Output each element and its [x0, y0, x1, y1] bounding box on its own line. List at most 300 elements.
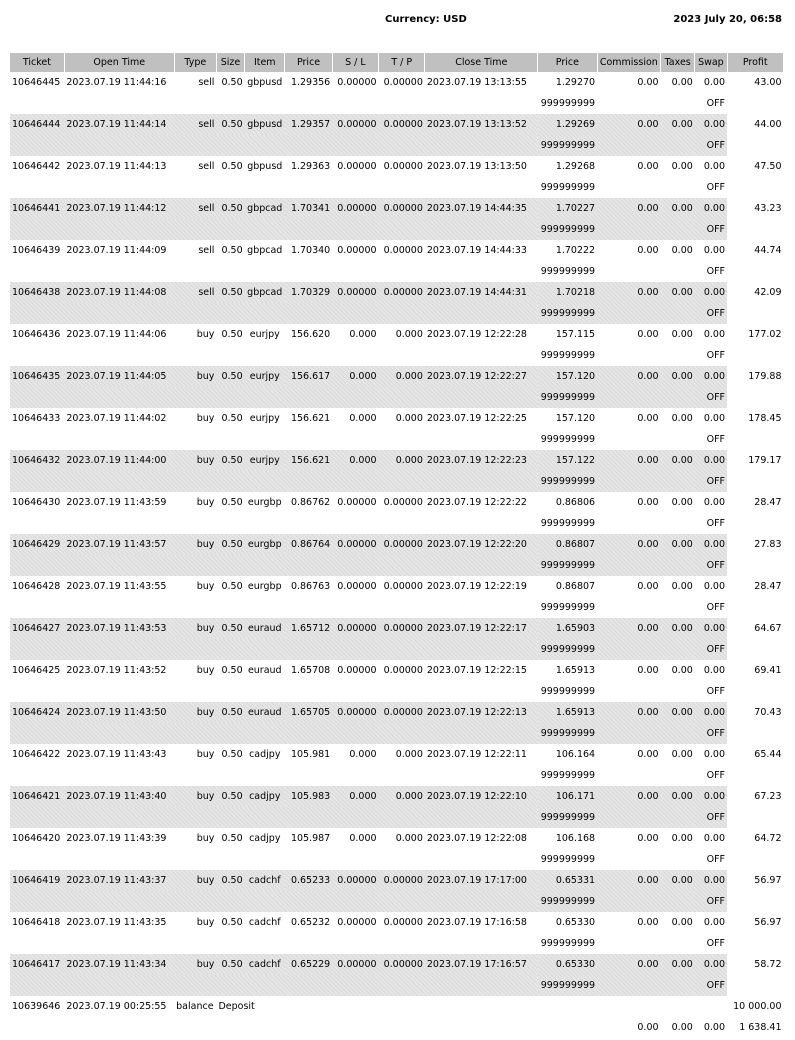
cell-tp: 0.00000	[379, 702, 425, 723]
cell-item: euraud	[245, 618, 285, 639]
cell-profit: 43.00	[754, 77, 782, 88]
cell-size: 0.50	[216, 618, 244, 639]
subrow-spacer	[597, 933, 695, 954]
cell-tp: 0.00000	[383, 497, 423, 508]
subrow-spacer	[727, 765, 784, 786]
cell-type: buy	[196, 413, 215, 424]
cell-taxes: 0.00	[671, 833, 693, 844]
subrow-spacer	[597, 303, 695, 324]
cell-commission: 0.00	[597, 534, 660, 555]
cell-item: gbpcad	[245, 282, 285, 303]
table-subrow	[10, 975, 784, 996]
cell-sl: 0.00000	[337, 917, 377, 928]
cell-tp: 0.00000	[379, 954, 425, 975]
table-subrow	[10, 135, 784, 156]
cell-sl: 0.00000	[337, 161, 377, 172]
cell-type: buy	[196, 497, 215, 508]
cell-taxes: 0.00	[661, 114, 695, 135]
cell-sub-swap: OFF	[695, 723, 727, 744]
cell-open-price: 156.621	[285, 450, 332, 471]
cell-taxes: 0.00	[661, 618, 695, 639]
subrow-spacer	[10, 555, 538, 576]
cell-close-price: 0.86807	[555, 581, 596, 592]
cell-close-time: 2023.07.19 12:22:15	[426, 665, 527, 676]
cell-sub-price: 999999999	[540, 854, 596, 865]
cell-item: euraud	[247, 665, 282, 676]
cell-sub-swap: OFF	[695, 891, 727, 912]
cell-swap: 0.00	[695, 534, 727, 555]
cell-ticket: 10646442	[12, 161, 61, 172]
cell-sub-swap: OFF	[706, 602, 725, 613]
subrow-spacer	[10, 597, 538, 618]
total-taxes: 0.00	[671, 1022, 693, 1033]
cell-tp: 0.00000	[379, 114, 425, 135]
cell-close-time: 2023.07.19 12:22:23	[425, 450, 538, 471]
cell-profit: 44.74	[754, 245, 782, 256]
cell-swap: 0.00	[703, 749, 725, 760]
subrow-spacer	[727, 849, 784, 870]
cell-ticket: 10646439	[12, 245, 61, 256]
cell-item: eurjpy	[249, 329, 280, 340]
cell-sub-swap: OFF	[695, 471, 727, 492]
cell-item: cadjpy	[245, 786, 285, 807]
balance-type: balance	[176, 1001, 214, 1012]
cell-close-time: 2023.07.19 12:22:25	[426, 413, 527, 424]
cell-close-time: 2023.07.19 17:17:00	[425, 870, 538, 891]
cell-taxes: 0.00	[671, 413, 693, 424]
cell-open-price: 1.29363	[290, 161, 331, 172]
cell-type: buy	[196, 749, 215, 760]
cell-taxes: 0.00	[661, 954, 695, 975]
cell-open-time: 2023.07.19 11:43:37	[64, 870, 174, 891]
cell-sub-price: 999999999	[538, 807, 597, 828]
cell-commission: 0.00	[597, 366, 660, 387]
cell-type: buy	[174, 450, 216, 471]
cell-size: 0.50	[216, 954, 244, 975]
cell-close-time: 2023.07.19 13:13:50	[426, 161, 527, 172]
cell-profit: 43.23	[754, 203, 782, 214]
cell-sub-swap: OFF	[695, 135, 727, 156]
cell-size: 0.50	[216, 450, 244, 471]
cell-type: buy	[174, 534, 216, 555]
cell-ticket: 10646441	[10, 198, 64, 219]
subrow-spacer	[597, 891, 695, 912]
cell-close-price: 0.65331	[538, 870, 597, 891]
cell-close-price: 106.168	[555, 833, 596, 844]
cell-size: 0.50	[221, 77, 243, 88]
cell-commission: 0.00	[597, 618, 660, 639]
balance-time: 2023.07.19 00:25:55	[66, 1001, 167, 1012]
cell-type: buy	[174, 870, 216, 891]
cell-close-time: 2023.07.19 12:22:22	[426, 497, 527, 508]
cell-close-price: 0.86806	[555, 497, 596, 508]
cell-open-time: 2023.07.19 11:43:43	[66, 749, 167, 760]
cell-tp: 0.000	[379, 450, 425, 471]
cell-ticket: 10646438	[10, 282, 64, 303]
subrow-spacer	[727, 891, 784, 912]
cell-profit: 177.02	[748, 329, 782, 340]
cell-close-price: 1.65903	[538, 618, 597, 639]
balance-ticket: 10639646	[12, 1001, 61, 1012]
cell-ticket: 10646444	[10, 114, 64, 135]
cell-type: buy	[174, 786, 216, 807]
subrow-spacer	[727, 513, 784, 534]
cell-commission: 0.00	[637, 497, 659, 508]
cell-commission: 0.00	[637, 833, 659, 844]
subrow-spacer	[727, 429, 784, 450]
cell-profit: 58.72	[754, 959, 782, 970]
cell-ticket: 10646418	[12, 917, 61, 928]
total-swap: 0.00	[703, 1022, 725, 1033]
col-header-open-time: Open Time	[64, 53, 174, 72]
cell-ticket: 10646421	[10, 786, 64, 807]
cell-commission: 0.00	[637, 581, 659, 592]
subrow-spacer	[727, 807, 784, 828]
cell-taxes: 0.00	[661, 786, 695, 807]
trade-rows	[10, 72, 784, 996]
cell-taxes: 0.00	[671, 77, 693, 88]
table-row	[10, 660, 784, 681]
cell-close-price: 1.29269	[538, 114, 597, 135]
subrow-spacer	[727, 933, 784, 954]
subrow-spacer	[727, 639, 784, 660]
cell-commission: 0.00	[637, 665, 659, 676]
cell-commission: 0.00	[637, 161, 659, 172]
cell-profit: 70.43	[754, 707, 782, 718]
cell-open-time: 2023.07.19 11:43:57	[64, 534, 174, 555]
cell-sl: 0.00000	[332, 954, 378, 975]
cell-sl: 0.000	[349, 413, 377, 424]
subrow-spacer	[727, 555, 784, 576]
cell-sub-price: 999999999	[538, 723, 597, 744]
col-header-taxes: Taxes	[661, 53, 695, 72]
cell-item: eurjpy	[245, 450, 285, 471]
subrow-spacer	[597, 849, 695, 870]
col-header-profit: Profit	[727, 53, 784, 72]
cell-profit: 44.00	[754, 119, 782, 130]
cell-size: 0.50	[221, 413, 243, 424]
cell-open-time: 2023.07.19 11:44:16	[66, 77, 167, 88]
cell-sl: 0.00000	[332, 114, 378, 135]
subrow-spacer	[727, 303, 784, 324]
subrow-spacer	[727, 177, 784, 198]
cell-item: cadchf	[245, 870, 285, 891]
cell-open-time: 2023.07.19 11:43:52	[66, 665, 167, 676]
cell-close-price: 157.115	[555, 329, 596, 340]
cell-type: sell	[174, 282, 216, 303]
cell-swap: 0.00	[695, 198, 727, 219]
trade-history-table	[10, 53, 784, 1038]
cell-close-time: 2023.07.19 13:13:52	[425, 114, 538, 135]
totals-row	[10, 1017, 784, 1038]
cell-open-time: 2023.07.19 11:44:06	[66, 329, 167, 340]
subrow-spacer	[597, 345, 695, 366]
cell-close-price: 1.70222	[555, 245, 596, 256]
subrow-spacer	[10, 303, 538, 324]
cell-ticket: 10646445	[12, 77, 61, 88]
cell-ticket: 10646429	[10, 534, 64, 555]
cell-commission: 0.00	[597, 450, 660, 471]
cell-profit: 65.44	[754, 749, 782, 760]
cell-size: 0.50	[221, 665, 243, 676]
cell-commission: 0.00	[637, 917, 659, 928]
table-row	[10, 198, 784, 219]
cell-taxes: 0.00	[671, 161, 693, 172]
cell-ticket: 10646430	[12, 497, 61, 508]
balance-item: Deposit	[218, 1001, 255, 1012]
subrow-spacer	[10, 975, 538, 996]
cell-open-time: 2023.07.19 11:43:50	[64, 702, 174, 723]
cell-swap: 0.00	[695, 366, 727, 387]
cell-swap: 0.00	[695, 954, 727, 975]
col-header-close-price: Price	[538, 53, 597, 72]
cell-open-price: 1.65712	[285, 618, 332, 639]
table-row	[10, 786, 784, 807]
cell-ticket: 10646427	[10, 618, 64, 639]
cell-size: 0.50	[216, 702, 244, 723]
cell-item: cadchf	[245, 954, 285, 975]
subrow-spacer	[10, 681, 538, 702]
subrow-spacer	[597, 471, 695, 492]
cell-close-price: 1.70218	[538, 282, 597, 303]
cell-taxes: 0.00	[671, 581, 693, 592]
balance-spacer	[285, 996, 727, 1017]
cell-open-time: 2023.07.19 11:43:55	[66, 581, 167, 592]
cell-sub-swap: OFF	[695, 975, 727, 996]
cell-close-price: 106.164	[555, 749, 596, 760]
cell-type: buy	[174, 366, 216, 387]
cell-profit: 47.50	[754, 161, 782, 172]
col-header-swap: Swap	[695, 53, 727, 72]
cell-close-time: 2023.07.19 17:16:58	[426, 917, 527, 928]
cell-sub-price: 999999999	[538, 219, 597, 240]
cell-commission: 0.00	[637, 245, 659, 256]
cell-profit: 56.97	[754, 917, 782, 928]
cell-close-time: 2023.07.19 12:22:11	[426, 749, 527, 760]
cell-open-price: 0.86764	[285, 534, 332, 555]
col-header-open-price: Price	[285, 53, 332, 72]
cell-sub-swap: OFF	[706, 350, 725, 361]
cell-sl: 0.00000	[332, 618, 378, 639]
subrow-spacer	[727, 261, 784, 282]
cell-commission: 0.00	[637, 77, 659, 88]
total-profit: 1 638.41	[739, 1022, 782, 1033]
table-subrow	[10, 93, 784, 114]
subrow-spacer	[10, 219, 538, 240]
table-row	[10, 450, 784, 471]
cell-close-price: 1.29268	[555, 161, 596, 172]
cell-close-price: 1.29270	[555, 77, 596, 88]
subrow-spacer	[597, 597, 695, 618]
subrow-spacer	[597, 513, 695, 534]
cell-sl: 0.00000	[332, 282, 378, 303]
cell-item: gbpcad	[247, 245, 283, 256]
cell-taxes: 0.00	[671, 497, 693, 508]
cell-swap: 0.00	[703, 245, 725, 256]
cell-size: 0.50	[216, 198, 244, 219]
cell-size: 0.50	[221, 749, 243, 760]
table-row	[10, 870, 784, 891]
subrow-spacer	[10, 345, 538, 366]
cell-commission: 0.00	[637, 329, 659, 340]
table-subrow	[10, 345, 784, 366]
table-row	[10, 912, 784, 933]
cell-sl: 0.00000	[332, 702, 378, 723]
cell-swap: 0.00	[695, 786, 727, 807]
cell-close-time: 2023.07.19 14:44:31	[425, 282, 538, 303]
subrow-spacer	[597, 975, 695, 996]
subrow-spacer	[727, 681, 784, 702]
cell-sub-price: 999999999	[538, 303, 597, 324]
subrow-spacer	[10, 135, 538, 156]
cell-item: eurgbp	[247, 581, 282, 592]
table-row	[10, 324, 784, 345]
cell-taxes: 0.00	[671, 329, 693, 340]
cell-size: 0.50	[221, 833, 243, 844]
cell-size: 0.50	[216, 282, 244, 303]
col-header-tp: T / P	[379, 53, 425, 72]
cell-open-time: 2023.07.19 11:43:40	[64, 786, 174, 807]
table-row	[10, 618, 784, 639]
subrow-spacer	[10, 513, 538, 534]
cell-sl: 0.000	[332, 366, 378, 387]
cell-commission: 0.00	[597, 702, 660, 723]
cell-sl: 0.000	[332, 450, 378, 471]
cell-sub-price: 999999999	[538, 387, 597, 408]
cell-sub-swap: OFF	[706, 182, 725, 193]
cell-close-price: 157.120	[555, 413, 596, 424]
subrow-spacer	[10, 765, 538, 786]
balance-profit: 10 000.00	[733, 1001, 782, 1012]
cell-commission: 0.00	[637, 749, 659, 760]
subrow-spacer	[597, 135, 695, 156]
cell-commission: 0.00	[597, 114, 660, 135]
cell-close-time: 2023.07.19 12:22:13	[425, 702, 538, 723]
cell-open-price: 105.981	[290, 749, 331, 760]
cell-ticket: 10646433	[12, 413, 61, 424]
cell-type: sell	[174, 198, 216, 219]
cell-tp: 0.00000	[383, 77, 423, 88]
subrow-spacer	[597, 807, 695, 828]
report-datetime: 2023 July 20, 06:58	[673, 14, 782, 25]
cell-swap: 0.00	[703, 497, 725, 508]
cell-sub-price: 999999999	[540, 434, 596, 445]
cell-swap: 0.00	[695, 282, 727, 303]
cell-open-price: 105.983	[285, 786, 332, 807]
cell-sub-price: 999999999	[538, 135, 597, 156]
cell-open-time: 2023.07.19 11:44:09	[66, 245, 167, 256]
cell-swap: 0.00	[703, 77, 725, 88]
subrow-spacer	[10, 849, 538, 870]
cell-sub-price: 999999999	[538, 555, 597, 576]
cell-tp: 0.00000	[379, 870, 425, 891]
cell-close-time: 2023.07.19 14:44:33	[426, 245, 527, 256]
cell-open-price: 0.86762	[290, 497, 331, 508]
table-subrow	[10, 261, 784, 282]
currency-label: Currency: USD	[385, 14, 467, 25]
cell-type: sell	[198, 77, 215, 88]
cell-profit: 27.83	[754, 539, 782, 550]
table-subrow	[10, 471, 784, 492]
cell-item: euraud	[245, 702, 285, 723]
cell-sl: 0.00000	[332, 534, 378, 555]
cell-type: buy	[196, 833, 215, 844]
cell-open-price: 0.86763	[290, 581, 331, 592]
subrow-spacer	[727, 597, 784, 618]
table-subrow	[10, 219, 784, 240]
cell-sub-swap: OFF	[706, 266, 725, 277]
table-row	[10, 366, 784, 387]
subrow-spacer	[597, 723, 695, 744]
cell-open-price: 156.621	[290, 413, 331, 424]
table-row	[10, 744, 784, 765]
cell-open-price: 0.65229	[285, 954, 332, 975]
cell-size: 0.50	[216, 114, 244, 135]
cell-ticket: 10646422	[12, 749, 61, 760]
cell-type: buy	[174, 618, 216, 639]
cell-tp: 0.00000	[379, 198, 425, 219]
subrow-spacer	[10, 723, 538, 744]
cell-sl: 0.00000	[337, 77, 377, 88]
subrow-spacer	[10, 471, 538, 492]
cell-item: eurgbp	[245, 534, 285, 555]
subrow-spacer	[597, 177, 695, 198]
cell-close-time: 2023.07.19 12:22:20	[425, 534, 538, 555]
table-header-row	[10, 53, 784, 72]
subrow-spacer	[597, 429, 695, 450]
cell-commission: 0.00	[637, 413, 659, 424]
subrow-spacer	[10, 177, 538, 198]
cell-open-time: 2023.07.19 11:44:08	[64, 282, 174, 303]
cell-sub-swap: OFF	[695, 639, 727, 660]
cell-profit: 64.72	[754, 833, 782, 844]
cell-item: eurjpy	[249, 413, 280, 424]
cell-swap: 0.00	[695, 618, 727, 639]
cell-sl: 0.000	[349, 329, 377, 340]
table-row	[10, 114, 784, 135]
col-header-size: Size	[216, 53, 244, 72]
cell-tp: 0.000	[395, 749, 423, 760]
cell-swap: 0.00	[703, 161, 725, 172]
cell-open-price: 1.29356	[290, 77, 331, 88]
cell-open-time: 2023.07.19 11:43:35	[66, 917, 167, 928]
cell-open-price: 1.65705	[285, 702, 332, 723]
cell-taxes: 0.00	[671, 749, 693, 760]
cell-sub-price: 999999999	[540, 182, 596, 193]
cell-ticket: 10646419	[10, 870, 64, 891]
cell-sub-price: 999999999	[540, 518, 596, 529]
cell-sub-price: 999999999	[538, 471, 597, 492]
cell-ticket: 10646424	[10, 702, 64, 723]
cell-item: eurgbp	[247, 497, 282, 508]
cell-open-price: 0.65232	[290, 917, 331, 928]
cell-commission: 0.00	[597, 786, 660, 807]
cell-close-time: 2023.07.19 12:22:19	[426, 581, 527, 592]
table-subrow	[10, 765, 784, 786]
cell-sub-swap: OFF	[706, 938, 725, 949]
cell-open-price: 105.987	[290, 833, 331, 844]
cell-ticket: 10646436	[12, 329, 61, 340]
cell-close-time: 2023.07.19 14:44:35	[425, 198, 538, 219]
cell-sub-price: 999999999	[540, 350, 596, 361]
cell-open-price: 1.70341	[285, 198, 332, 219]
cell-tp: 0.00000	[379, 282, 425, 303]
cell-sl: 0.000	[332, 786, 378, 807]
cell-open-time: 2023.07.19 11:43:39	[66, 833, 167, 844]
cell-swap: 0.00	[695, 450, 727, 471]
table-row	[10, 954, 784, 975]
table-subrow	[10, 387, 784, 408]
